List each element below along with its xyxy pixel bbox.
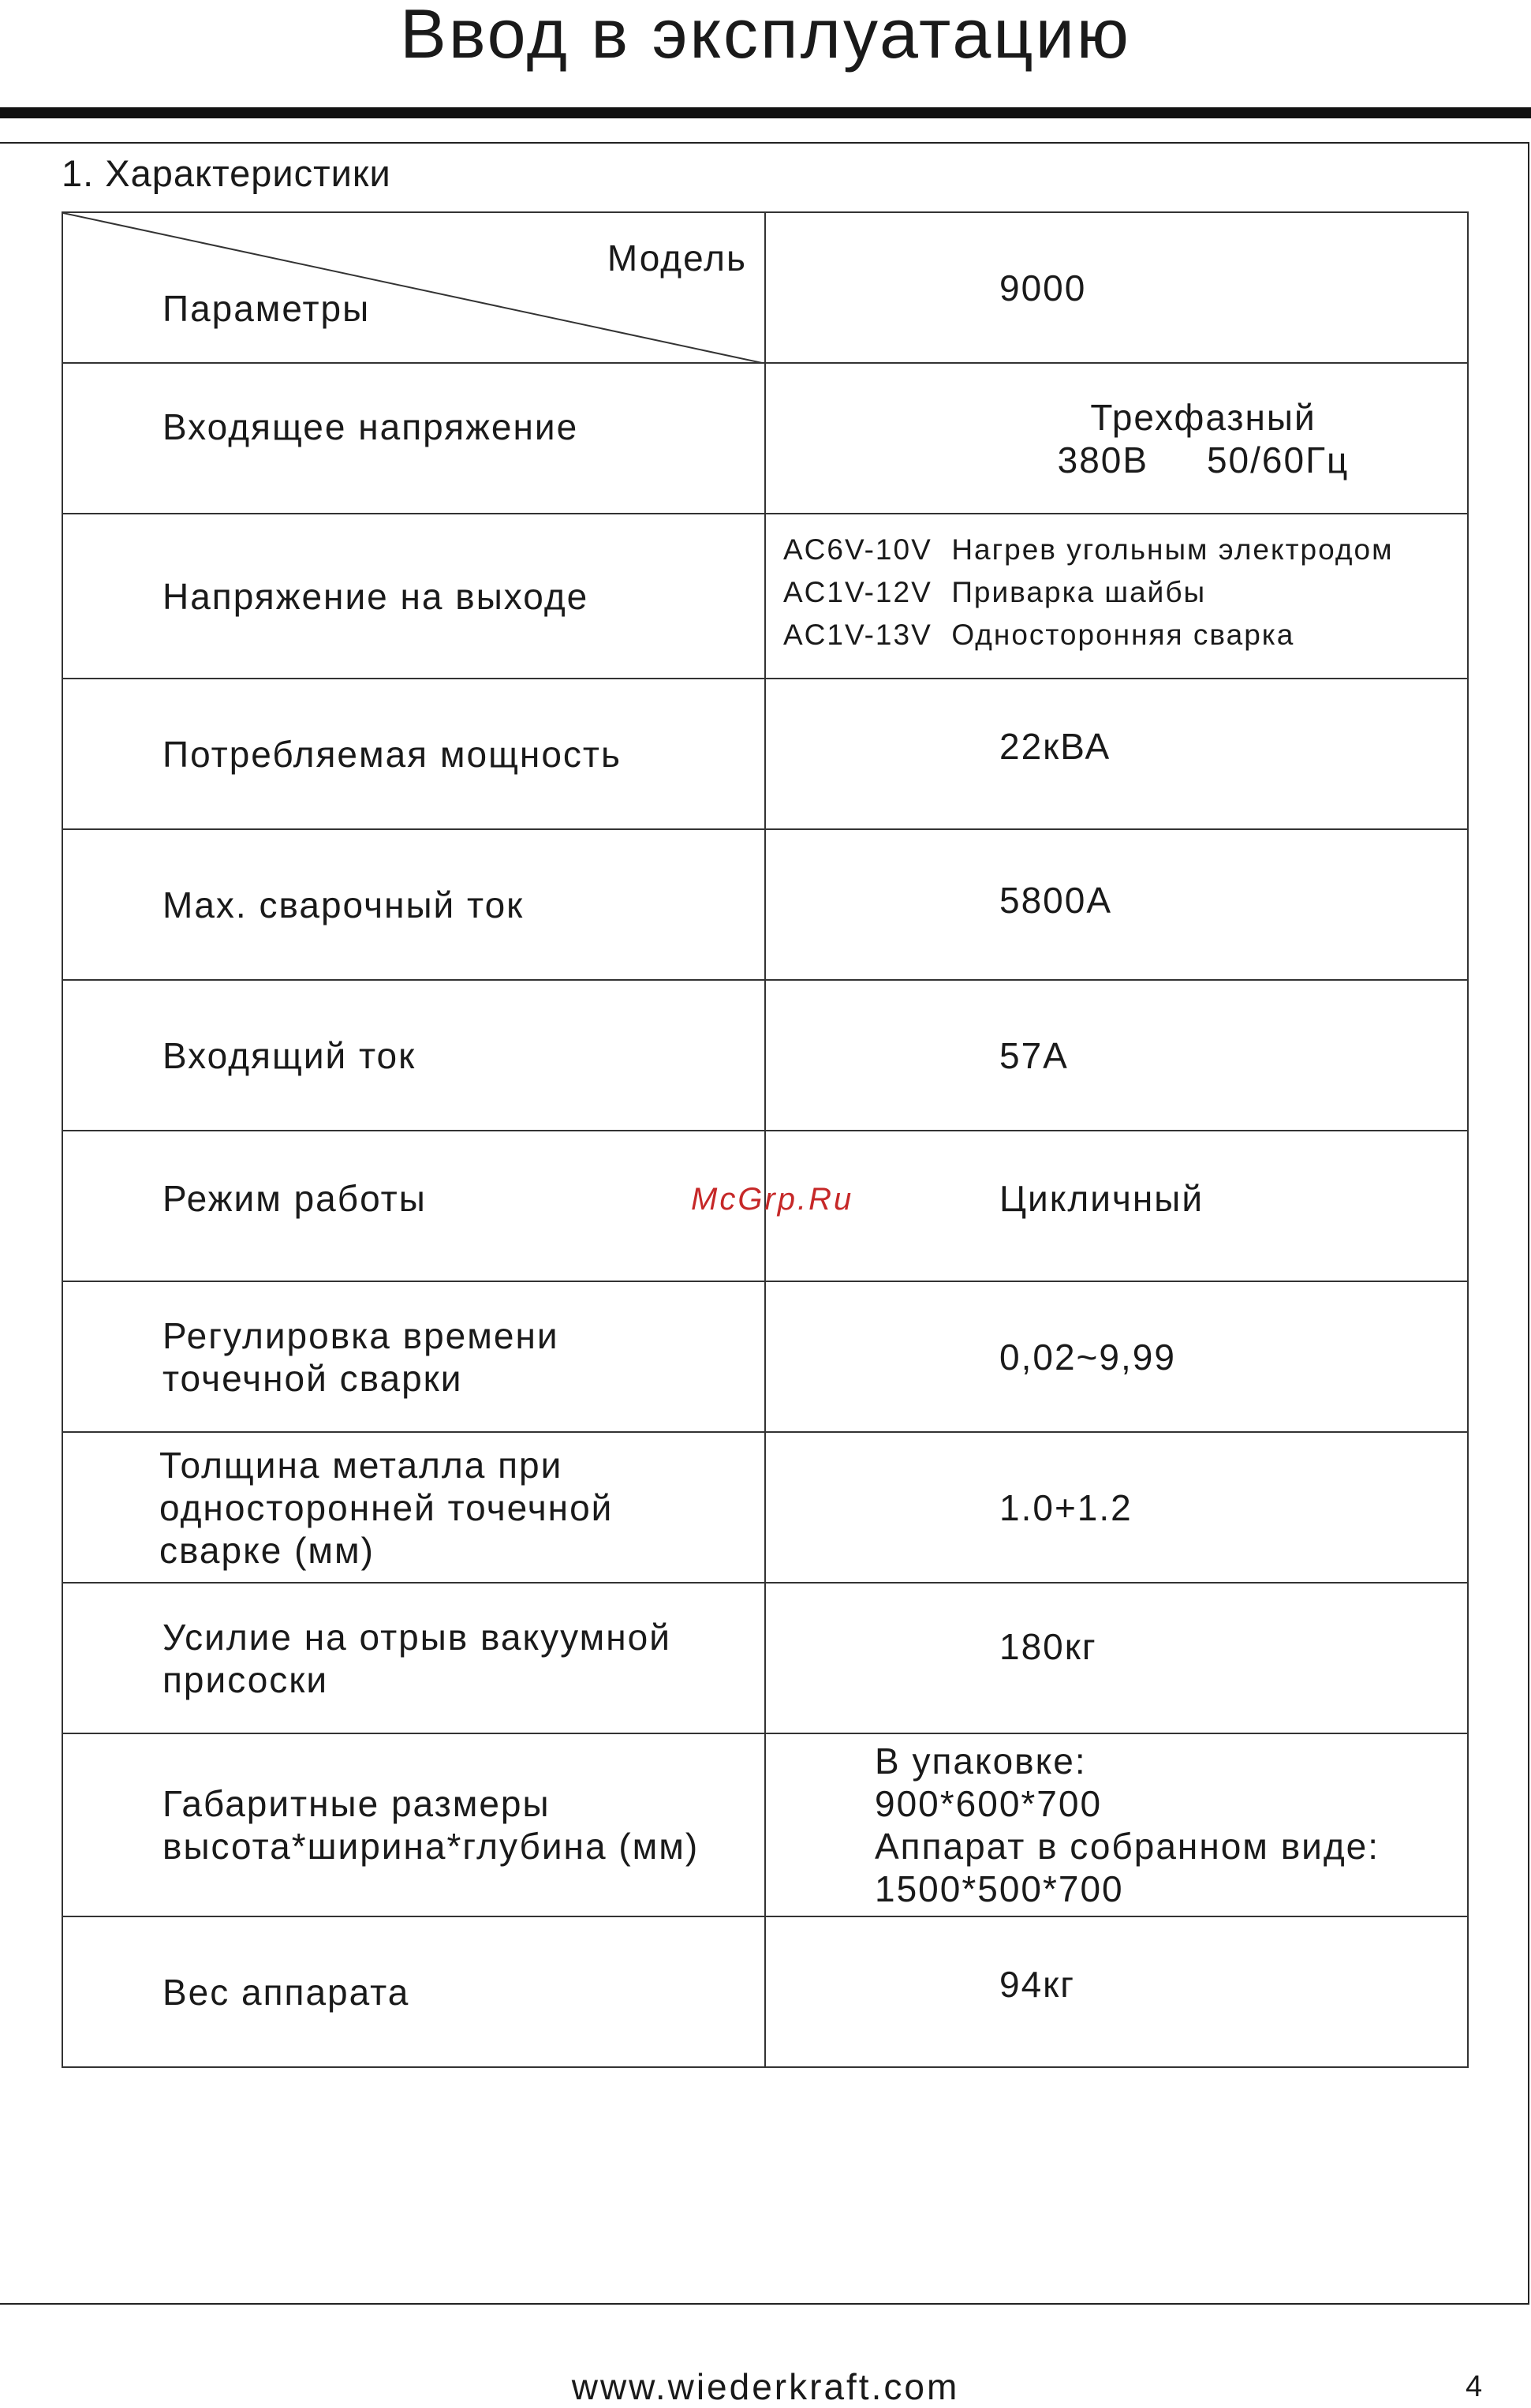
- row-value: [765, 1733, 1468, 1916]
- specs-table: [62, 211, 1469, 2068]
- value-line: 180кг: [999, 1625, 1097, 1667]
- value-line: В упаковке:: [875, 1741, 1087, 1782]
- table-row: [62, 1733, 1468, 1916]
- params-label: Параметры: [162, 288, 371, 329]
- section-heading: 1. Характеристики: [62, 152, 391, 194]
- value-line: 900*600*700: [875, 1783, 1103, 1824]
- table-row: [62, 363, 1468, 514]
- row-label: [62, 1733, 765, 1916]
- label-line: Режим работы: [162, 1177, 427, 1219]
- row-label: [62, 1916, 765, 2067]
- label-line: Max. сварочный ток: [162, 884, 525, 925]
- value-line: 22кВА: [999, 725, 1111, 767]
- value-line: 0,02~9,99: [999, 1336, 1176, 1378]
- table-row: [62, 1281, 1468, 1432]
- value-line: 57А: [999, 1034, 1069, 1076]
- row-label: [62, 679, 765, 829]
- label-line: Толщина металла при: [159, 1444, 563, 1486]
- value-line: 5800А: [999, 879, 1113, 921]
- row-value: [765, 829, 1468, 980]
- row-label: [62, 514, 765, 679]
- value-line: 94кг: [999, 1963, 1076, 2005]
- row-value: [765, 1131, 1468, 1281]
- row-label: [62, 829, 765, 980]
- label-line: точечной сварки: [162, 1357, 463, 1399]
- table-row: [62, 829, 1468, 980]
- row-value: [765, 1916, 1468, 2067]
- value-line: Цикличный: [999, 1177, 1204, 1219]
- value-line: AC1V-12V Приварка шайбы: [783, 576, 1207, 608]
- label-line: высота*ширина*глубина (мм): [162, 1826, 700, 1867]
- label-line: Входящее напряжение: [162, 406, 579, 447]
- value-line: Трехфазный: [1090, 396, 1316, 438]
- title-divider: [0, 107, 1531, 118]
- page-number: 4: [1466, 2370, 1483, 2403]
- model-label: Модель: [607, 237, 747, 279]
- row-value: [765, 514, 1468, 679]
- row-value: [765, 679, 1468, 829]
- value-line: 1500*500*700: [875, 1868, 1124, 1909]
- page-title: Ввод в эксплуатацию: [400, 0, 1131, 73]
- footer-url: www.wiederkraft.com: [571, 2366, 960, 2407]
- label-line: Вес аппарата: [162, 1971, 410, 2013]
- table-row: [62, 1583, 1468, 1733]
- value-line: 1.0+1.2: [999, 1486, 1133, 1528]
- label-line: Потребляемая мощность: [162, 733, 622, 775]
- value-line: AC1V-13V Односторонняя сварка: [783, 619, 1295, 651]
- value-line: AC6V-10V Нагрев угольным электродом: [783, 533, 1394, 566]
- row-label: [62, 1432, 765, 1583]
- row-value: [765, 363, 1468, 514]
- value-line: Аппарат в собранном виде:: [875, 1826, 1380, 1867]
- label-line: Регулировка времени: [162, 1314, 559, 1356]
- row-value: [765, 1583, 1468, 1733]
- row-value: [765, 980, 1468, 1131]
- table-row: [62, 980, 1468, 1131]
- label-line: присоски: [162, 1658, 329, 1700]
- label-line: Габаритные размеры: [162, 1783, 551, 1824]
- table-row: [62, 1916, 1468, 2067]
- label-line: сварке (мм): [159, 1529, 375, 1571]
- header-diagonal-cell: [62, 212, 765, 363]
- table-row: [62, 514, 1468, 679]
- watermark: McGrp.Ru: [691, 1182, 854, 1217]
- row-label: [62, 1131, 765, 1281]
- row-value: [765, 1432, 1468, 1583]
- table-row: [62, 679, 1468, 829]
- label-line: Усилие на отрыв вакуумной: [162, 1616, 671, 1658]
- table-row: [62, 1432, 1468, 1583]
- label-line: Напряжение на выходе: [162, 575, 589, 617]
- row-value: [765, 1281, 1468, 1432]
- label-line: односторонней точечной: [159, 1486, 614, 1528]
- model-value: 9000: [765, 212, 1468, 363]
- table-header-row: [62, 212, 1468, 363]
- row-label: [62, 1583, 765, 1733]
- row-label: [62, 363, 765, 514]
- label-line: Входящий ток: [162, 1034, 416, 1076]
- row-label: [62, 1281, 765, 1432]
- value-line: 380В 50/60Гц: [1057, 439, 1350, 480]
- row-label: [62, 980, 765, 1131]
